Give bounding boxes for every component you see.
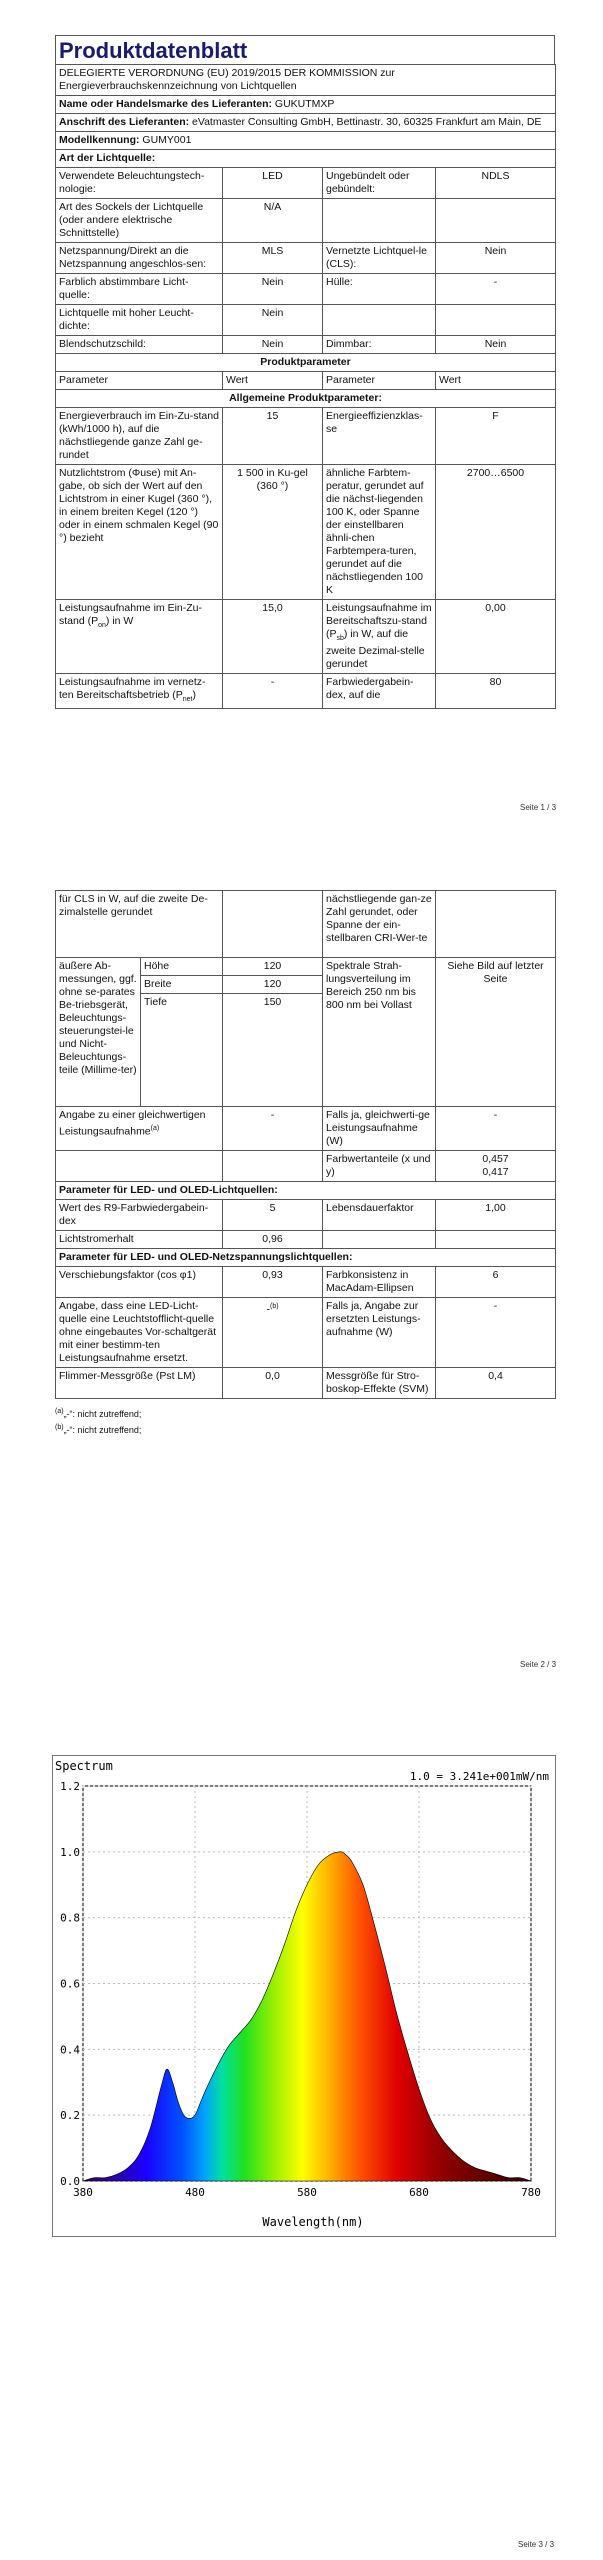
supplier-name-row: Name oder Handelsmarke des Lieferanten: GUKUTMXP [56, 96, 556, 114]
cell: Lichtquelle mit hoher Leucht-dichte: [56, 305, 223, 336]
cell: - [223, 1107, 323, 1151]
cell: Nein [436, 243, 556, 274]
cell [56, 1151, 223, 1182]
cell: Netzspannung/Direkt an die Netzspannung angeschlos-sen: [56, 243, 223, 274]
model-row: Modellkennung: GUMY001 [56, 132, 556, 150]
page-number: Seite 2 / 3 [520, 1660, 557, 1669]
footnote-b: $^{(b)}$„-“: nicht zutreffend; [55, 1424, 142, 1435]
cell: Nein [223, 336, 323, 354]
x-tick-label: 480 [185, 2186, 205, 2199]
footnote-a: $^{(a)}$„-“: nicht zutreffend; [55, 1408, 142, 1419]
cell: Höhe [141, 958, 223, 976]
led-params-header: Parameter für LED- und OLED-Lichtquellen: [56, 1182, 556, 1200]
column-header: Wert [436, 372, 556, 390]
y-tick-label: 0.0 [60, 2175, 80, 2188]
cell: ähnliche Farbtem-peratur, gerundet auf die nächst-liegenden 100 K, oder Spanne der einstellbaren ähnli-chen Farbtempera-turen, gerundet auf die nächstliegenden 100 K [323, 465, 436, 600]
cell [223, 891, 323, 958]
general-params-header: Allgemeine Produktparameter: [56, 390, 556, 408]
type-header: Art der Lichtquelle: [56, 150, 556, 168]
y-tick-label: 0.6 [60, 1977, 80, 1991]
cell: 1,00 [436, 1200, 556, 1231]
cell: Blendschutzschild: [56, 336, 223, 354]
cell: 80 [436, 674, 556, 709]
product-params-header: Produktparameter [56, 354, 556, 372]
x-axis-label: Wavelength(nm) [262, 2215, 364, 2229]
mains-params-header: Parameter für LED- und OLED-Netzspannungslichtquellen: [56, 1249, 556, 1267]
cell [223, 1151, 323, 1182]
cell [436, 891, 556, 958]
cell: 0,4 [436, 1368, 556, 1399]
cell [323, 305, 436, 336]
cell: Nein [223, 274, 323, 305]
chart-title: Spectrum [55, 1759, 113, 1773]
cell: Siehe Bild auf letzter Seite [436, 958, 556, 1107]
x-tick-label: 780 [521, 2186, 541, 2199]
cell: 1 500 in Ku-gel (360 °) [223, 465, 323, 600]
spectrum-area [83, 1852, 531, 2181]
page-number: Seite 3 / 3 [518, 2540, 555, 2549]
cell: Leistungsaufnahme im Bereitschaftszu-stand $(P_{sb})$ in W, auf die zweite Dezimal-stelle gerundet [323, 600, 436, 674]
datasheet-table-2 [55, 890, 556, 1399]
cell: 0,0 [223, 1368, 323, 1399]
page-number: Seite 1 / 3 [520, 803, 557, 812]
cell [436, 305, 556, 336]
column-header: Wert [223, 372, 323, 390]
cell: 6 [436, 1267, 556, 1298]
cell: Spektrale Strah-lungsverteilung im Bereich 250 nm bis 800 nm bei Vollast [323, 958, 436, 1107]
cell: MLS [223, 243, 323, 274]
cell: LED [223, 168, 323, 199]
cell: - [436, 1107, 556, 1151]
page-title: Produktdatenblatt [55, 35, 555, 64]
dimensions-label: äußere Ab-messungen, ggf. ohne se-parates Be-triebsgerät, Beleuchtungs-steuerungstei-le und Nicht-Beleuchtungs-teile (Millime-ter) [56, 958, 141, 1107]
column-header: Parameter [323, 372, 436, 390]
cell: 120 [223, 976, 323, 994]
cell: Vernetzte Lichtquel-le (CLS): [323, 243, 436, 274]
cell: 2700…6500 [436, 465, 556, 600]
page-2 [0, 880, 603, 1680]
y-tick-label: 0.8 [60, 1911, 80, 1925]
cell: Energieverbrauch im Ein-Zu-stand (kWh/1000 h), auf die nächstliegende ganze Zahl ge-rundet [56, 408, 223, 465]
cell: Tiefe [141, 994, 223, 1107]
x-tick-label: 380 [73, 2186, 93, 2199]
cell: NDLS [436, 168, 556, 199]
spectrum-chart [52, 1755, 556, 2237]
cell: Lichtstromerhalt [56, 1231, 223, 1249]
y-tick-label: 0.4 [60, 2043, 80, 2057]
cell [323, 199, 436, 243]
cell: 0,00 [436, 600, 556, 674]
cell: 0,93 [223, 1267, 323, 1298]
cell: -$^{(b)}$ [223, 1298, 323, 1368]
cell: Breite [141, 976, 223, 994]
chart-annotation: 1.0 = 3.241e+001mW/nm [409, 1770, 549, 1783]
cell: 150 [223, 994, 323, 1107]
cell: F [436, 408, 556, 465]
cell: Wert des R9-Farbwiedergabein-dex [56, 1200, 223, 1231]
y-tick-label: 0.2 [60, 2109, 80, 2123]
cell: Art des Sockels der Lichtquelle (oder andere elektrische Schnittstelle) [56, 199, 223, 243]
cell: Verwendete Beleuchtungstech-nologie: [56, 168, 223, 199]
cell: Angabe zu einer gleichwertigen Leistungsaufnahme$^{(a)}$ [56, 1107, 223, 1151]
cell: Nein [436, 336, 556, 354]
cell: Verschiebungsfaktor (cos φ1) [56, 1267, 223, 1298]
cell [436, 199, 556, 243]
datasheet-table-1 [55, 64, 556, 709]
cell: für CLS in W, auf die zweite De-zimalstelle gerundet [56, 891, 223, 958]
cell: - [223, 674, 323, 709]
cell: Falls ja, gleichwerti-ge Leistungsaufnahme (W) [323, 1107, 436, 1151]
cell: - [436, 1298, 556, 1368]
cell: Lebensdauerfaktor [323, 1200, 436, 1231]
cell: Messgröße für Stro-boskop-Effekte (SVM) [323, 1368, 436, 1399]
cell: Farbwiedergabein-dex, auf die [323, 674, 436, 709]
cell: 0,96 [223, 1231, 323, 1249]
cell: Flimmer-Messgröße (Pst LM) [56, 1368, 223, 1399]
cell: 5 [223, 1200, 323, 1231]
cell: Nein [223, 305, 323, 336]
cell: Farblich abstimmbare Licht-quelle: [56, 274, 223, 305]
cell: N/A [223, 199, 323, 243]
cell: Angabe, dass eine LED-Licht-quelle eine Leuchtstofflicht-quelle ohne eingebautes Vor-schaltgerät mit einer bestimm-ten Leistungsaufnahme ersetzt. [56, 1298, 223, 1368]
cell: Leistungsaufnahme im Ein-Zu-stand $(P_{on})$ in W [56, 600, 223, 674]
regulation-text: DELEGIERTE VERORDNUNG (EU) 2019/2015 DER KOMMISSION zur Energieverbrauchskennzeichnung von Lichtquellen [56, 65, 556, 96]
cell: 15,0 [223, 600, 323, 674]
cell: 15 [223, 408, 323, 465]
supplier-address-row: Anschrift des Lieferanten: eVatmaster Consulting GmbH, Bettinastr. 30, 60325 Frankfurt am Main, DE [56, 114, 556, 132]
cell: Dimmbar: [323, 336, 436, 354]
cell: nächstliegende gan-ze Zahl gerundet, oder Spanne der ein-stellbaren CRI-Wer-te [323, 891, 436, 958]
cell: Farbkonsistenz in MacAdam-Ellipsen [323, 1267, 436, 1298]
x-tick-label: 680 [409, 2186, 429, 2199]
page-1 [0, 0, 603, 820]
cell: Ungebündelt oder gebündelt: [323, 168, 436, 199]
cell: 0,457 0,417 [436, 1151, 556, 1182]
cell: Hülle: [323, 274, 436, 305]
cell: Leistungsaufnahme im vernetz-ten Bereitschaftsbetrieb $(P_{net})$ [56, 674, 223, 709]
cell: Nutzlichtstrom (Φuse) mit An-gabe, ob sich der Wert auf den Lichtstrom in einer Kugel (360 °), in einem breiten Kegel (120 °) oder in einem schmalen Kegel (90 °) bezieht [56, 465, 223, 600]
cell [323, 1231, 436, 1249]
x-tick-label: 580 [297, 2186, 317, 2199]
cell: 120 [223, 958, 323, 976]
cell [436, 1231, 556, 1249]
cell: - [436, 274, 556, 305]
y-tick-label: 1.0 [60, 1845, 80, 1859]
cell: Falls ja, Angabe zur ersetzten Leistungs-aufnahme (W) [323, 1298, 436, 1368]
cell: Farbwertanteile (x und y) [323, 1151, 436, 1182]
cell: Energieeffizienzklas-se [323, 408, 436, 465]
column-header: Parameter [56, 372, 223, 390]
y-tick-label: 1.2 [60, 1780, 80, 1793]
spectrum-svg [53, 1756, 555, 2236]
